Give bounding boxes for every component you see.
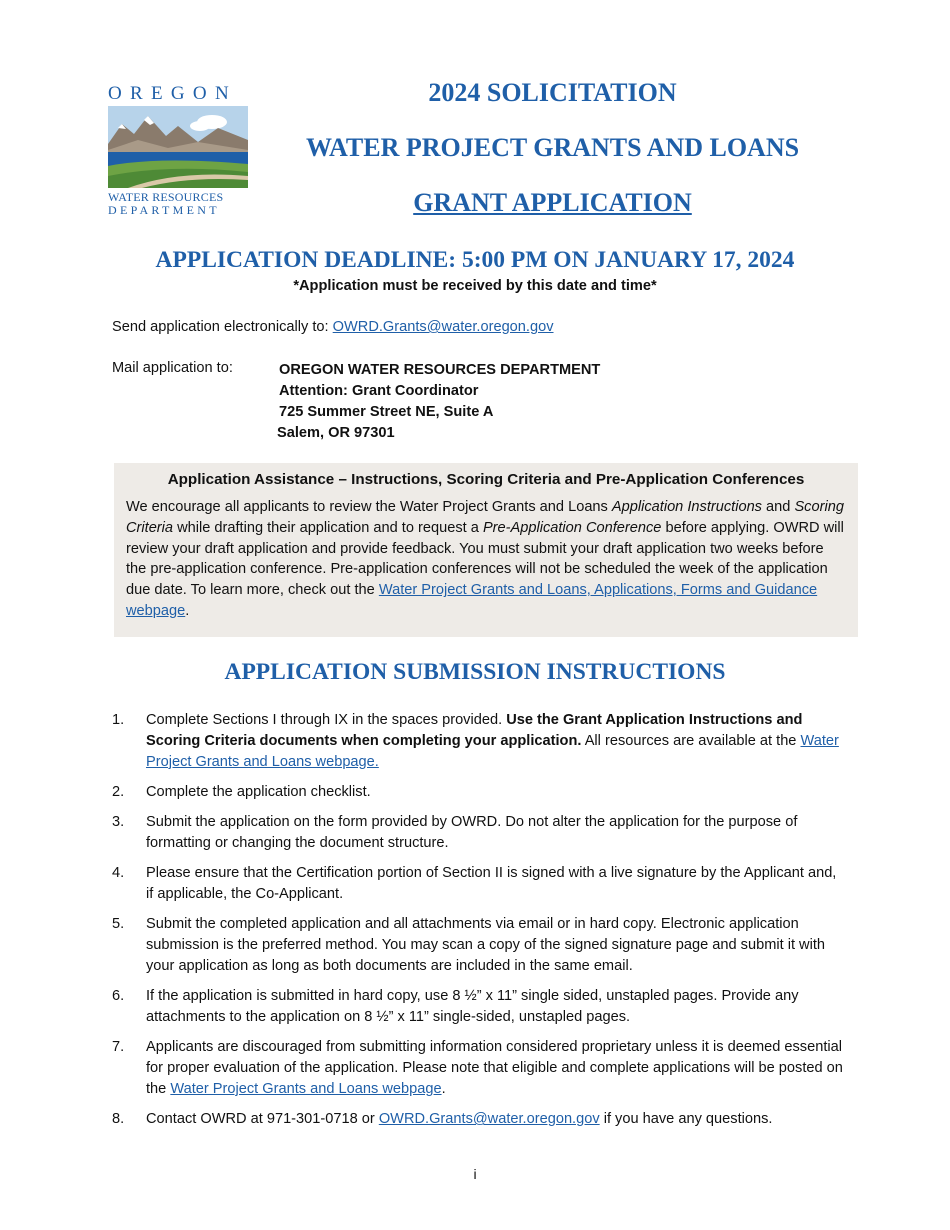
step-text: If the application is submitted in hard copy, use 8 ½” x 11” single sided, unstapled pages. Provide any attachments to the application on 8 ½” x 11” single-sided, unstapled pages. [146, 988, 799, 1026]
step-text: Complete the application checklist. [146, 783, 371, 800]
step-number: 3. [112, 814, 125, 831]
grants-loans-webpage-link[interactable]: Water Project Grants and Loans webpage. [146, 732, 839, 770]
logo-oregon-text: OREGON [108, 83, 237, 104]
step-text: Submit the completed application and all attachments via email or in hard copy. Electronic application submission is the preferred method. You may scan a copy of the signed signature page and submit it with your application as long as both documents are included in the same email. [146, 916, 826, 974]
list-item [112, 782, 847, 803]
assistance-text: before applying. OWRD will review your draft application and provide feedback. You must submit your draft application two weeks before the pre-application conference. Pre-application conferences will not be scheduled the week of the application due date. To learn more, check out the [126, 519, 844, 599]
step-number: 1. [112, 712, 125, 728]
logo-line-2: DEPARTMENT [108, 203, 220, 217]
mail-address-line: Attention: Grant Coordinator [279, 383, 479, 399]
mail-address-line: OREGON WATER RESOURCES DEPARTMENT [279, 362, 601, 378]
list-item [112, 1037, 847, 1099]
assistance-italic: Scoring Criteria [126, 499, 844, 536]
mail-address-line: 725 Summer Street NE, Suite A [279, 404, 494, 420]
send-email-link[interactable]: OWRD.Grants@water.oregon.gov [332, 319, 554, 335]
submission-steps-list [112, 710, 847, 1140]
deadline-heading: APPLICATION DEADLINE: 5:00 PM ON JANUARY 17, 2024 [155, 247, 795, 273]
list-item [112, 1109, 847, 1130]
step-number: 2. [112, 783, 125, 800]
step-text: if you have any questions. [599, 1111, 773, 1128]
list-item [112, 914, 847, 976]
header-grant-application: GRANT APPLICATION [413, 188, 692, 217]
owrd-logo [108, 84, 250, 217]
send-label: Send application electronically to: [112, 319, 333, 335]
assistance-text: . [185, 602, 190, 619]
step-bold-text: Use the Grant Application Instructions and Scoring Criteria documents when completing your application. [146, 712, 803, 749]
step-text: . [441, 1080, 446, 1097]
assistance-italic: Pre-Application Conference [482, 519, 662, 536]
assistance-italic: Application Instructions [611, 499, 762, 515]
grants-loans-webpage-link[interactable]: Water Project Grants and Loans webpage [170, 1080, 442, 1097]
assistance-text: We encourage all applicants to review the Water Project Grants and Loans [126, 499, 612, 515]
step-text: Contact OWRD at 971-301-0718 or [146, 1111, 379, 1128]
logo-landscape-image [108, 106, 248, 188]
contact-email-link[interactable]: OWRD.Grants@water.oregon.gov [378, 1111, 600, 1128]
list-item [112, 863, 847, 905]
list-item [112, 986, 847, 1028]
step-number: 7. [112, 1039, 125, 1056]
list-item [112, 710, 847, 772]
step-text: Applicants are discouraged from submitting information considered proprietary unless it is deemed essential for proper evaluation of the application. Please note that eligible and complete applications will be posted on the [146, 1039, 843, 1097]
mail-address-line: Salem, OR 97301 [277, 425, 395, 441]
step-text: All resources are available at the [581, 732, 801, 749]
logo-line-1: WATER RESOURCES [108, 190, 224, 204]
deadline-note: *Application must be received by this date and time* [293, 278, 657, 294]
mail-label: Mail application to: [112, 360, 233, 376]
application-assistance-box [114, 463, 858, 637]
step-number: 8. [112, 1111, 125, 1128]
step-number: 5. [112, 916, 125, 933]
step-number: 6. [112, 988, 125, 1005]
submission-heading: APPLICATION SUBMISSION INSTRUCTIONS [224, 659, 726, 685]
send-electronic-line [112, 319, 554, 335]
step-number: 4. [112, 865, 125, 882]
mail-address [279, 360, 600, 444]
step-text: Please ensure that the Certification portion of Section II is signed with a live signature by the Applicant and, if applicable, the Co-Applicant. [146, 865, 837, 903]
assistance-heading: Application Assistance – Instructions, Scoring Criteria and Pre-Application Conferences [167, 471, 805, 488]
header-program: WATER PROJECT GRANTS AND LOANS [305, 133, 800, 162]
guidance-webpage-link[interactable]: Water Project Grants and Loans, Applications, Forms and Guidance webpage [126, 582, 818, 619]
step-text: Submit the application on the form provided by OWRD. Do not alter the application for the purpose of formatting or changing the document structure. [146, 814, 798, 851]
assistance-text: while drafting their application and to request a [173, 519, 483, 536]
assistance-text: and [761, 499, 795, 515]
list-item [112, 812, 847, 854]
step-text: Complete Sections I through IX in the spaces provided. [146, 712, 507, 728]
assistance-paragraph [126, 497, 846, 622]
header-solicitation: 2024 SOLICITATION [428, 78, 677, 107]
page-number: i [473, 1166, 477, 1182]
